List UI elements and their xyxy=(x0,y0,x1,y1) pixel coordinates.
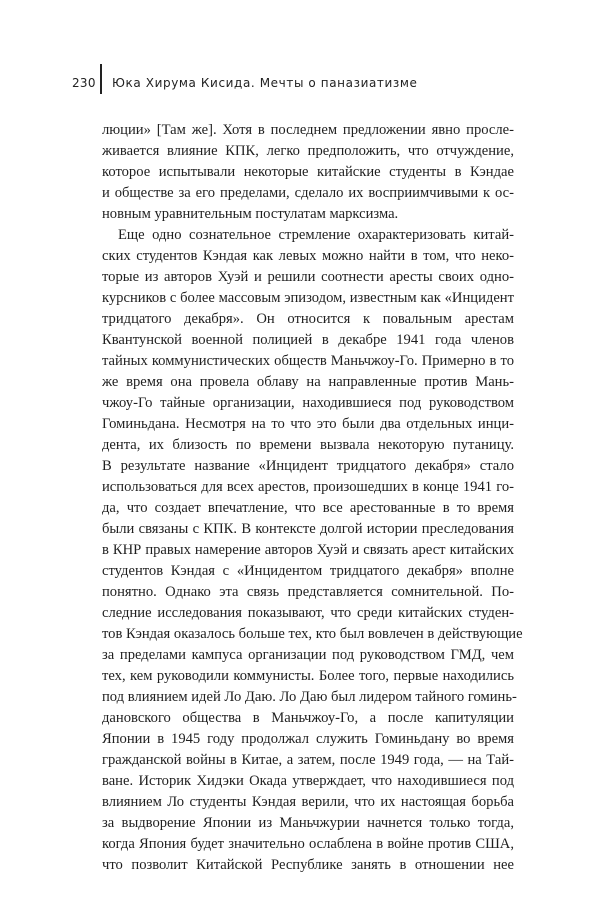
text-line: тов Кэндая оказалось больше тех, кто был вовлечен в действующие xyxy=(102,626,523,642)
text-line: Гоминьдана. Несмотря на то что это были два отдельных инци- xyxy=(102,416,514,432)
text-line: когда Япония будет значительно ослаблена в войне против США, xyxy=(102,836,514,852)
text-line: тридцатого декабря». Он относится к повальным арестам xyxy=(102,311,514,327)
text-line: новным уравнительным постулатам марксизма. xyxy=(102,206,399,222)
running-title: Юка Хирума Кисида. Мечты о паназиатизме xyxy=(112,76,418,90)
text-line: за пределами кампуса организации под руководством ГМД, чем xyxy=(102,647,514,663)
text-line: использоваться для всех арестов, произошедших в конце 1941 го- xyxy=(102,479,514,495)
header-divider xyxy=(100,64,102,94)
text-line: живается влияние КПК, легко предположить, что отчуждение, xyxy=(102,143,514,159)
text-line: влиянием Ло студенты Кэндая верили, что их настоящая борьба xyxy=(102,794,514,810)
page-header xyxy=(72,64,532,94)
text-line: понятно. Однако эта связь представляется сомнительной. По- xyxy=(102,584,514,600)
text-line: и обществе за его пределами, сделало их восприимчивыми к ос- xyxy=(102,185,514,201)
text-line: тайных коммунистических обществ Маньчжоу-Го. Примерно в то xyxy=(102,353,514,369)
text-line: В результате название «Инцидент тридцатого декабря» стало xyxy=(102,458,514,474)
text-line: в КНР правых намерение авторов Хуэй и связать арест китайских xyxy=(102,542,514,558)
text-line: же время она провела облаву на направленные против Мань- xyxy=(102,374,514,390)
text-line: курсников с более массовым эпизодом, известным как «Инцидент xyxy=(102,290,514,306)
text-line: Японии в 1945 году продолжал служить Гоминьдану во время xyxy=(102,731,514,747)
text-line: под влиянием идей Ло Даю. Ло Даю был лидером тайного гоминь- xyxy=(102,689,517,705)
text-line: ских студентов Кэндая как левых можно найти в том, что неко- xyxy=(102,248,514,264)
text-line: дента, их близость по времени вызвала некоторую путаницу. xyxy=(102,437,514,453)
text-line: которое испытывали некоторые китайские студенты в Кэндае xyxy=(102,164,514,180)
page-number: 230 xyxy=(72,76,96,90)
text-line: Еще одно сознательное стремление охарактеризовать китай- xyxy=(118,227,514,243)
text-line: ване. Историк Хидэки Окада утверждает, что находившиеся под xyxy=(102,773,514,789)
text-line: дановского общества в Маньчжоу-Го, а после капитуляции xyxy=(102,710,514,726)
text-line: гражданской войны в Китае, а затем, после 1949 года, — на Тай- xyxy=(102,752,514,768)
text-line: за выдворение Японии из Маньчжурии начнется только тогда, xyxy=(102,815,514,831)
text-line: да, что создает впечатление, что все арестованные в то время xyxy=(102,500,514,516)
text-line: чжоу-Го тайные организации, находившиеся под руководством xyxy=(102,395,514,411)
text-line: торые из авторов Хуэй и решили соотнести аресты своих одно- xyxy=(102,269,514,285)
body-text xyxy=(102,120,523,876)
text-line: были связаны с КПК. В контексте долгой истории преследования xyxy=(102,521,514,537)
text-line: тех, кем руководили коммунисты. Более того, первые находились xyxy=(102,668,514,684)
text-line: студентов Кэндая с «Инцидентом тридцатого декабря» вполне xyxy=(102,563,514,579)
text-line: что позволит Китайской Республике занять в отношении нее xyxy=(102,857,514,873)
text-line: люции» [Там же]. Хотя в последнем предложении явно просле- xyxy=(102,122,514,138)
text-line: следние исследования показывают, что среди китайских студен- xyxy=(102,605,514,621)
paragraph xyxy=(102,120,514,225)
text-line: Квантунской военной полицией в декабре 1941 года членов xyxy=(102,332,514,348)
paragraph xyxy=(102,225,523,876)
